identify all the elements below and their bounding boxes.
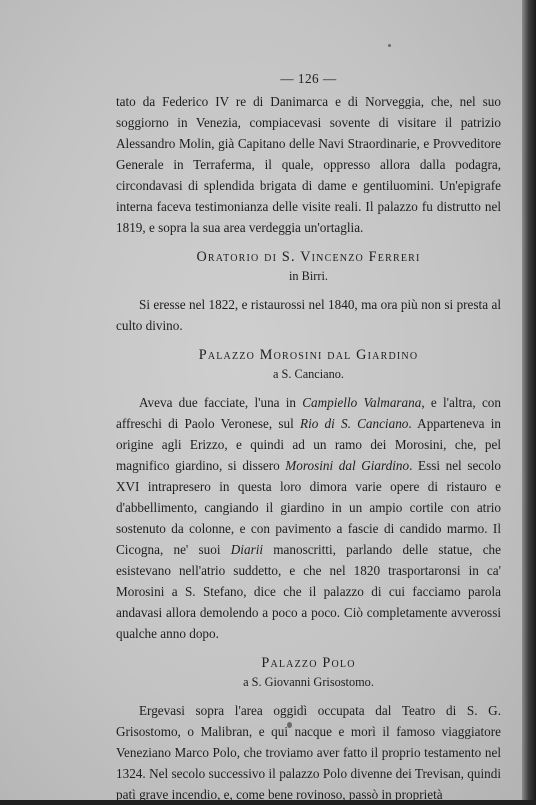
paper-speck	[388, 44, 391, 47]
section-palazzo-morosini	[116, 345, 501, 644]
body-text: . Apparteneva in origine agli Erizzo, e quindi ad un ramo dei Morosini, che, pel magnifico giardino, si dissero	[116, 416, 501, 473]
italic-text: Diarii	[230, 542, 264, 557]
italic-text: Morosini dal Giardino	[285, 458, 410, 473]
section-subtitle: in Birri.	[289, 269, 328, 283]
section-title: Palazzo Morosini dal Giardino	[198, 347, 419, 363]
section-body	[116, 294, 501, 336]
italic-text: Campiello Valmarana	[302, 395, 422, 410]
page-edge-shadow	[522, 0, 536, 800]
intro-paragraph: tato da Federico IV re di Danimarca e di Norveggia, che, nel suo soggiorno in Venezia, compiacevasi sovente di visitare il patrizio Alessandro Molin, già Capitano delle Navi Straordinarie, e Provveditore Generale in Terraferma, il quale, oppresso allora dalla podagra, circondavasi di splendida brigata di dame e gentiluomini. Un'epigrafe interna faceva testimonianza delle visite reali. Il palazzo fu distrutto nel 1819, e sopra la sua area verdeggia un'ortaglia.	[116, 94, 501, 235]
body-text: Aveva due facciate, l'una in	[139, 395, 303, 410]
section-title: Oratorio di S. Vincenzo Ferreri	[196, 249, 421, 265]
section-subtitle: a S. Canciano.	[272, 367, 345, 381]
section-body	[116, 392, 501, 644]
body-text: . Essi nel secolo XVI intrapresero in questa loro dimora varie opere di ristauro e d'abbellimento, cangiando il giardino in un ampio cortile con atrio sostenuto da colonne, e con pavimento a fascie di candido marmo. Il Cicogna, ne' suoi	[116, 458, 502, 557]
body-text: , e l'altra, con affreschi di Paolo Veronese, sul	[116, 395, 501, 431]
section-body	[116, 700, 501, 805]
body-text: Ergevasi sopra l'area oggidì occupata dal Teatro di S. G. Grisostomo, o Malibran, e qui nacque e morì il famoso viaggiatore Veneziano Marco Polo, che troviamo aver fatto il proprio testamento nel 1324. Nel secolo successivo il palazzo Polo divenne dei Trevisan, quindi patì grave incendio, e, come bene rovinoso, passò in proprietà	[116, 703, 501, 802]
section-palazzo-polo	[116, 653, 501, 805]
body-text: Si eresse nel 1822, e ristaurossi nel 1840, ma ora più non si presta al culto divino.	[116, 297, 501, 333]
italic-text: Rio di S. Canciano	[300, 416, 409, 431]
body-text: manoscritti, parlando delle statue, che esistevano nell'atrio suddetto, e che nel 1820 trasportaronsi in ca' Morosini a S. Stefano, dice che il palazzo di cui facciamo parola andavasi allora demolendo a poco a poco. Ciò completamente avverossi qualche anno dopo.	[116, 542, 501, 641]
section-title: Palazzo Polo	[261, 655, 356, 671]
section-oratorio	[116, 247, 501, 336]
page-number: — 126 —	[280, 71, 337, 86]
page-text	[116, 68, 501, 805]
section-subtitle: a S. Giovanni Grisostomo.	[243, 675, 374, 689]
